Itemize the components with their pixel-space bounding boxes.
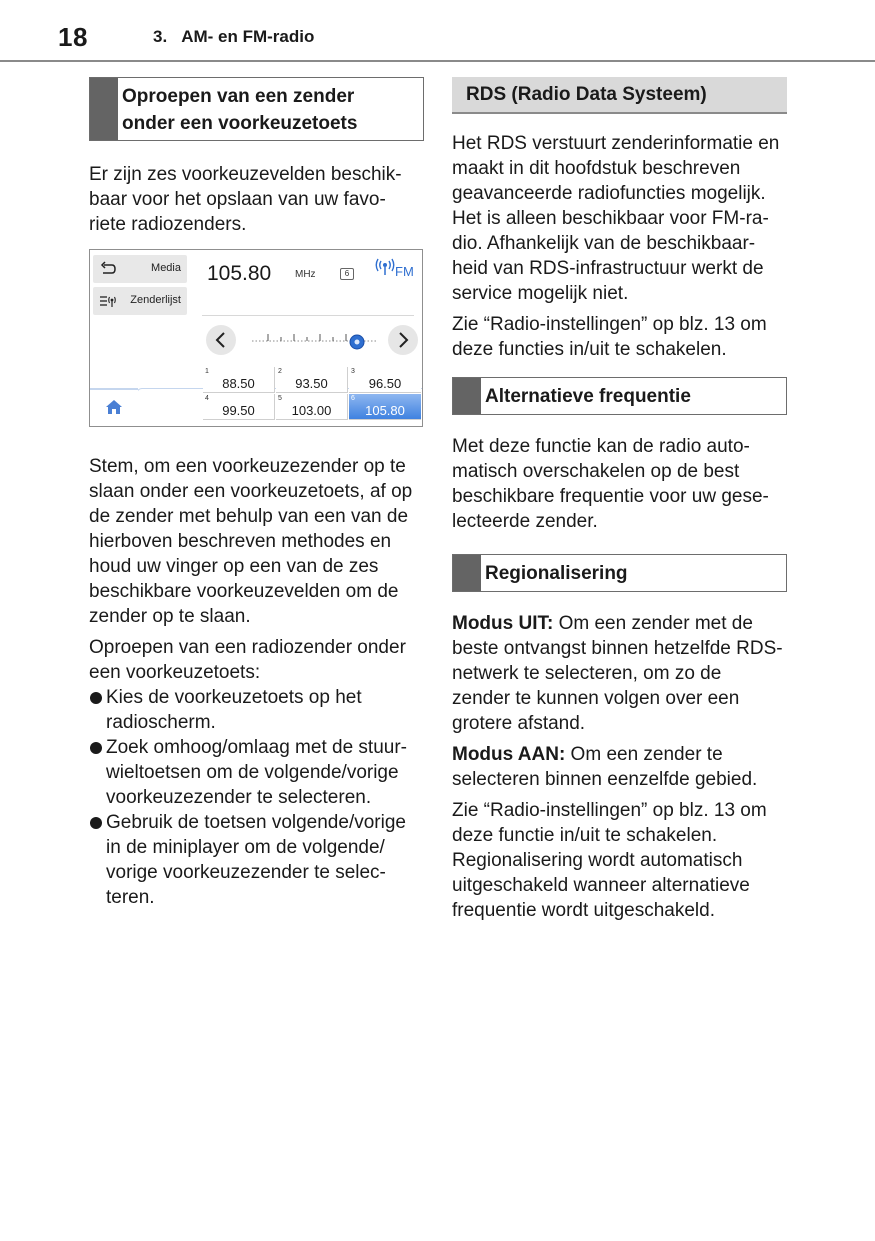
frequency-display: 105.80 (207, 262, 272, 285)
preset-number: 2 (278, 368, 282, 375)
back-arrow-icon (99, 260, 117, 278)
chevron-right-icon (396, 332, 410, 348)
chapter-title: AM- en FM-radio (181, 27, 315, 46)
page-number: 18 (58, 22, 88, 52)
heading-title (118, 78, 365, 140)
section-heading-regionalisation (452, 554, 787, 592)
heading-title: Alternatieve frequentie (485, 386, 691, 407)
chevron-left-icon (214, 332, 228, 348)
left-column (89, 77, 424, 910)
heading-bar (453, 378, 481, 414)
recall-steps-list (89, 685, 423, 910)
list-item: Kies de voorkeuzetoets op het radioscherm. (89, 685, 423, 735)
heading-title: Regionalisering (485, 563, 628, 584)
mode-on-label: Modus AAN: (452, 744, 566, 765)
radio-screen-figure (89, 249, 423, 427)
heading-title-line1: Oproepen van een zender (122, 86, 355, 107)
preset-number: 6 (351, 395, 355, 402)
preset-frequency: 103.00 (291, 403, 332, 418)
media-label: Media (151, 262, 181, 274)
list-item: Zoek omhoog/omlaag met de stuur-wieltoetsen om de volgende/vorige voorkeuzezender te selecteren. (89, 735, 423, 810)
header-rule (0, 60, 875, 62)
preset-button-1[interactable] (203, 367, 275, 393)
chapter-number: 3. (153, 27, 168, 46)
media-button[interactable] (93, 255, 187, 283)
preset-frequency: 96.50 (368, 376, 402, 391)
section-heading-rds: RDS (Radio Data Systeem) (452, 77, 787, 114)
home-tab[interactable] (90, 388, 138, 422)
intro-paragraph: Er zijn zes voorkeuzevelden beschik-baar voor het opslaan van uw favo-riete radiozenders. (89, 164, 402, 235)
preset-button-3[interactable] (349, 367, 421, 393)
heading-bar (90, 78, 118, 140)
list-item: Gebruik de toetsen volgende/vorige in de miniplayer om de volgende/ vorige voorkeuzezender te selec-teren. (89, 810, 423, 910)
af-paragraph: Met deze functie kan de radio auto-matisch overschakelen op de best beschikbare frequentie voor uw gese-lecteerde zender. (452, 436, 769, 532)
preset-grid (203, 367, 421, 422)
preset-button-6[interactable] (349, 394, 421, 420)
broadcast-icon (374, 258, 396, 276)
preset-button-4[interactable] (203, 394, 275, 420)
screen-separator (202, 315, 414, 316)
home-icon (105, 399, 123, 415)
store-paragraph: Stem, om een voorkeuzezender op te slaan onder een voorkeuzetoets, af op de zender met behulp van een van de hierboven beschreven methodes en houd uw vinger op een van de zes beschikbare voorkeuzevelden om de zender op te slaan. (89, 456, 413, 627)
preset-number: 3 (351, 368, 355, 375)
preset-button-2[interactable] (276, 367, 348, 393)
frequency-unit: MHz (295, 269, 316, 280)
preset-frequency: 93.50 (295, 376, 328, 391)
section-heading-alternative-frequency (452, 377, 787, 415)
preset-frequency: 105.80 (365, 403, 405, 418)
preset-button-5[interactable] (276, 394, 348, 420)
mode-off-paragraph (452, 611, 784, 736)
preset-number: 5 (278, 395, 282, 402)
rds-paragraph: Het RDS verstuurt zenderinformatie en maakt in dit hoofdstuk beschreven geavanceerde radiofuncties mogelijk. Het is alleen beschikbaar voor FM-ra-dio. Afhankelijk van de beschikbaar-heid van RDS-infrastructuur werkt de service mogelijk niet. (452, 133, 780, 304)
station-list-label: Zenderlijst (130, 294, 181, 306)
preset-frequency: 88.50 (222, 376, 255, 391)
seek-previous-button[interactable] (206, 325, 236, 355)
mode-off-label: Modus UIT: (452, 613, 554, 634)
heading-title-line2: onder een voorkeuzetoets (122, 113, 358, 134)
station-list-icon (99, 292, 117, 310)
station-list-button[interactable] (93, 287, 187, 315)
section-heading-preset-recall (89, 77, 424, 141)
right-column (452, 77, 787, 923)
rds-reference: Zie “Radio-instellingen” op blz. 13 om deze functies in/uit te schakelen. (452, 314, 767, 360)
mode-on-paragraph (452, 742, 784, 792)
tuning-scale[interactable] (250, 328, 380, 352)
band-label: FM (395, 264, 414, 279)
mode-on-text: Om een zender te selecteren binnen eenzelfde gebied. (452, 744, 758, 790)
preset-badge: 6 (340, 268, 354, 280)
seek-next-button[interactable] (388, 325, 418, 355)
preset-frequency: 99.50 (222, 403, 255, 418)
preset-number: 1 (205, 368, 209, 375)
chapter-heading (153, 27, 314, 47)
preset-number: 4 (205, 395, 209, 402)
regionalisation-reference: Zie “Radio-instellingen” op blz. 13 om deze functie in/uit te schakelen. Regionalisering wordt automatisch uitgeschakeld wanneer alternatieve frequentie wordt uitgeschakeld. (452, 800, 767, 921)
mode-off-text: Om een zender met de beste ontvangst binnen hetzelfde RDS-netwerk te selecteren, om zo de zender te kunnen volgen over een grotere afstand. (452, 613, 783, 734)
heading-bar (453, 555, 481, 591)
recall-paragraph: Oproepen van een radiozender onder een voorkeuzetoets: (89, 637, 406, 683)
